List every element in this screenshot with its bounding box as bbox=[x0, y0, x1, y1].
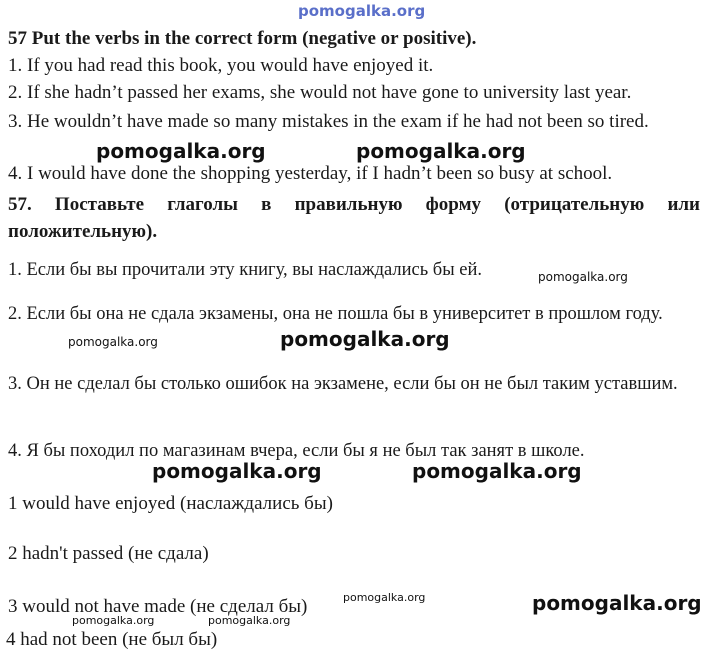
watermark: pomogalka.org bbox=[412, 459, 582, 483]
answer-2: 2 hadn't passed (не сдала) bbox=[8, 543, 209, 564]
watermark: pomogalka.org bbox=[532, 591, 702, 615]
watermark: pomogalka.org bbox=[96, 139, 266, 163]
sentence-en-3: 3. He wouldn’t have made so many mistakes in the exam if he had not been so tired. bbox=[8, 111, 649, 132]
sentence-ru-3: 3. Он не сделал бы столько ошибок на экзамене, если бы он не был таким уставшим. bbox=[8, 374, 678, 394]
answer-1: 1 would have enjoyed (наслаждались бы) bbox=[8, 493, 333, 514]
watermark: pomogalka.org bbox=[356, 139, 526, 163]
watermark-small: pomogalka.org bbox=[72, 614, 155, 627]
sentence-ru-1: 1. Если бы вы прочитали эту книгу, вы наслаждались бы ей. bbox=[8, 260, 483, 280]
exercise-heading-en: 57 Put the verbs in the correct form (negative or positive). bbox=[8, 28, 477, 49]
answer-3: 3 would not have made (не сделал бы) bbox=[8, 596, 308, 617]
watermark-small: pomogalka.org bbox=[68, 335, 158, 349]
sentence-ru-4: 4. Я бы походил по магазинам вчера, если бы я не был так занят в школе. bbox=[8, 441, 585, 461]
watermark: pomogalka.org bbox=[280, 327, 450, 351]
sentence-en-2: 2. If she hadn’t passed her exams, she would not have gone to university last year. bbox=[8, 82, 632, 103]
watermark-small: pomogalka.org bbox=[343, 591, 426, 604]
watermark: pomogalka.org bbox=[152, 459, 322, 483]
sentence-en-1: 1. If you had read this book, you would have enjoyed it. bbox=[8, 55, 434, 76]
sentence-en-4: 4. I would have done the shopping yesterday, if I hadn’t been so busy at school. bbox=[8, 163, 613, 184]
watermark-small: pomogalka.org bbox=[538, 270, 628, 284]
watermark-top: pomogalka.org bbox=[298, 2, 426, 20]
answer-4: 4 had not been (не был бы) bbox=[6, 629, 218, 650]
sentence-ru-2: 2. Если бы она не сдала экзамены, она не пошла бы в университет в прошлом году. bbox=[8, 304, 663, 324]
watermark-small: pomogalka.org bbox=[208, 614, 291, 627]
exercise-heading-ru: 57. Поставьте глаголы в правильную форму (отрицательную или положительную). bbox=[8, 194, 700, 242]
